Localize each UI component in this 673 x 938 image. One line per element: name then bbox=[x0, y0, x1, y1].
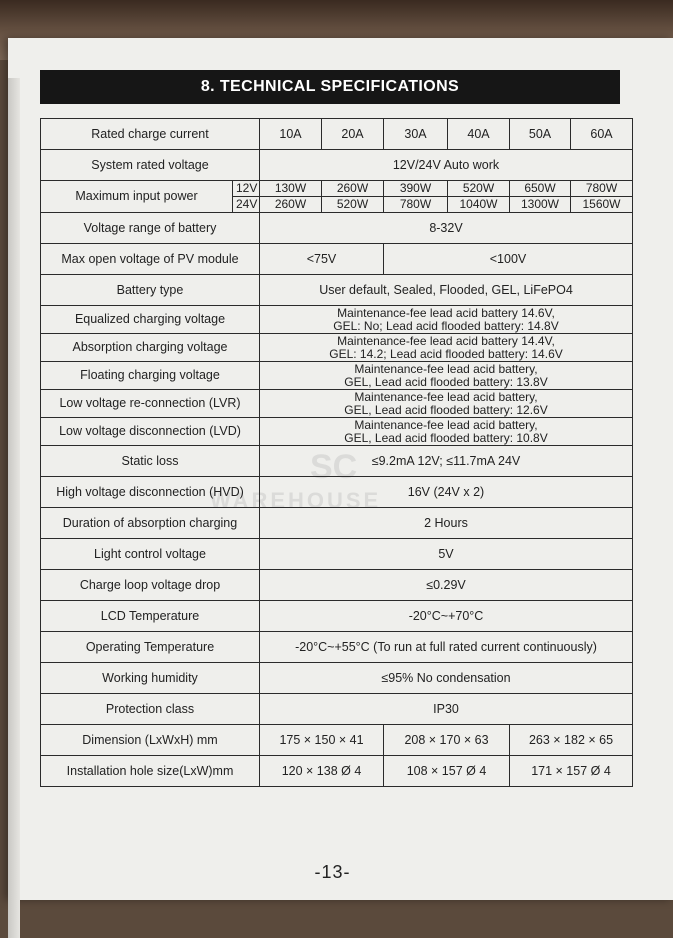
cell: 8-32V bbox=[260, 213, 633, 244]
cell: -20°C~+70°C bbox=[260, 601, 633, 632]
table-row bbox=[41, 418, 633, 446]
watermark-line2: WAREHOUSE bbox=[210, 488, 382, 513]
row-label: Floating charging voltage bbox=[41, 362, 260, 390]
table-row bbox=[41, 334, 633, 362]
row-label: Working humidity bbox=[41, 663, 260, 694]
table-row bbox=[41, 756, 633, 787]
cell: 30A bbox=[384, 119, 448, 150]
row-label: High voltage disconnection (HVD) bbox=[41, 477, 260, 508]
row-label: Dimension (LxWxH) mm bbox=[41, 725, 260, 756]
cell: <100V bbox=[384, 244, 633, 275]
cell: 520W bbox=[448, 181, 510, 197]
table-row bbox=[41, 508, 633, 539]
cell bbox=[260, 334, 633, 362]
cell: 5V bbox=[260, 539, 633, 570]
voltage-tag: 24V bbox=[233, 197, 260, 213]
voltage-tag: 12V bbox=[233, 181, 260, 197]
cell bbox=[260, 362, 633, 390]
cell: 16V (24V x 2) bbox=[260, 477, 633, 508]
cell: 108 × 157 Ø 4 bbox=[384, 756, 510, 787]
page-edge bbox=[8, 78, 20, 938]
table-row bbox=[41, 663, 633, 694]
row-label: Equalized charging voltage bbox=[41, 306, 260, 334]
cell bbox=[260, 306, 633, 334]
row-label: Static loss bbox=[41, 446, 260, 477]
watermark-line1: SC bbox=[310, 448, 358, 486]
table-row bbox=[41, 362, 633, 390]
cell: 780W bbox=[384, 197, 448, 213]
row-label: Absorption charging voltage bbox=[41, 334, 260, 362]
cell-line: GEL: No; Lead acid flooded battery: 14.8V bbox=[333, 318, 559, 333]
table-row bbox=[41, 275, 633, 306]
cell-line: Maintenance-fee lead acid battery 14.6V, bbox=[337, 305, 555, 320]
cell: ≤0.29V bbox=[260, 570, 633, 601]
cell: <75V bbox=[260, 244, 384, 275]
table-row bbox=[41, 244, 633, 275]
row-label: Duration of absorption charging bbox=[41, 508, 260, 539]
page-number: -13- bbox=[314, 862, 351, 882]
cell: 40A bbox=[448, 119, 510, 150]
section-title: 8. TECHNICAL SPECIFICATIONS bbox=[40, 70, 620, 104]
cell: 60A bbox=[571, 119, 633, 150]
row-label: Low voltage disconnection (LVD) bbox=[41, 418, 260, 446]
cell: User default, Sealed, Flooded, GEL, LiFePO4 bbox=[260, 275, 633, 306]
cell bbox=[260, 418, 633, 446]
cell: 2 Hours bbox=[260, 508, 633, 539]
cell: 50A bbox=[510, 119, 571, 150]
cell-line: Maintenance-fee lead acid battery, bbox=[354, 361, 538, 376]
cell-line: Maintenance-fee lead acid battery, bbox=[354, 417, 538, 432]
table-row bbox=[41, 119, 633, 150]
row-label: Light control voltage bbox=[41, 539, 260, 570]
row-label: Voltage range of battery bbox=[41, 213, 260, 244]
cell: 120 × 138 Ø 4 bbox=[260, 756, 384, 787]
cell: 263 × 182 × 65 bbox=[510, 725, 633, 756]
cell: IP30 bbox=[260, 694, 633, 725]
row-label: System rated voltage bbox=[41, 150, 260, 181]
cell: 10A bbox=[260, 119, 322, 150]
cell: 260W bbox=[260, 197, 322, 213]
cell: 175 × 150 × 41 bbox=[260, 725, 384, 756]
cell-line: GEL: 14.2; Lead acid flooded battery: 14.6V bbox=[329, 346, 563, 361]
table-row bbox=[41, 539, 633, 570]
table-row bbox=[41, 213, 633, 244]
cell: 20A bbox=[322, 119, 384, 150]
cell: 260W bbox=[322, 181, 384, 197]
cell-line: GEL, Lead acid flooded battery: 10.8V bbox=[344, 430, 548, 445]
row-label: Max open voltage of PV module bbox=[41, 244, 260, 275]
cell-line: GEL, Lead acid flooded battery: 12.6V bbox=[344, 402, 548, 417]
table-row bbox=[41, 150, 633, 181]
cell: ≤95% No condensation bbox=[260, 663, 633, 694]
table-row bbox=[41, 694, 633, 725]
row-label: Rated charge current bbox=[41, 119, 260, 150]
table-row bbox=[41, 601, 633, 632]
table-row bbox=[41, 570, 633, 601]
cell: 1300W bbox=[510, 197, 571, 213]
row-label: Protection class bbox=[41, 694, 260, 725]
row-label: Battery type bbox=[41, 275, 260, 306]
cell bbox=[260, 390, 633, 418]
cell: ≤9.2mA 12V; ≤11.7mA 24V bbox=[260, 446, 633, 477]
row-label: Installation hole size(LxW)mm bbox=[41, 756, 260, 787]
cell: 208 × 170 × 63 bbox=[384, 725, 510, 756]
row-label: LCD Temperature bbox=[41, 601, 260, 632]
cell-line: Maintenance-fee lead acid battery, bbox=[354, 389, 538, 404]
cell: 390W bbox=[384, 181, 448, 197]
cell: 650W bbox=[510, 181, 571, 197]
cell: 130W bbox=[260, 181, 322, 197]
cell: 520W bbox=[322, 197, 384, 213]
cell-line: GEL, Lead acid flooded battery: 13.8V bbox=[344, 374, 548, 389]
table-row bbox=[41, 390, 633, 418]
row-label: Low voltage re-connection (LVR) bbox=[41, 390, 260, 418]
table-row bbox=[41, 446, 633, 477]
cell: 1560W bbox=[571, 197, 633, 213]
cell: -20°C~+55°C (To run at full rated current continuously) bbox=[260, 632, 633, 663]
cell: 171 × 157 Ø 4 bbox=[510, 756, 633, 787]
table-row bbox=[41, 477, 633, 508]
cell: 12V/24V Auto work bbox=[260, 150, 633, 181]
spec-table bbox=[40, 118, 633, 787]
table-row bbox=[41, 632, 633, 663]
cell: 780W bbox=[571, 181, 633, 197]
row-label: Maximum input power bbox=[41, 181, 233, 213]
cell: 1040W bbox=[448, 197, 510, 213]
table-row bbox=[41, 306, 633, 334]
cell-line: Maintenance-fee lead acid battery 14.4V, bbox=[337, 333, 555, 348]
table-row bbox=[41, 725, 633, 756]
row-label: Operating Temperature bbox=[41, 632, 260, 663]
table-row bbox=[41, 181, 633, 197]
row-label: Charge loop voltage drop bbox=[41, 570, 260, 601]
